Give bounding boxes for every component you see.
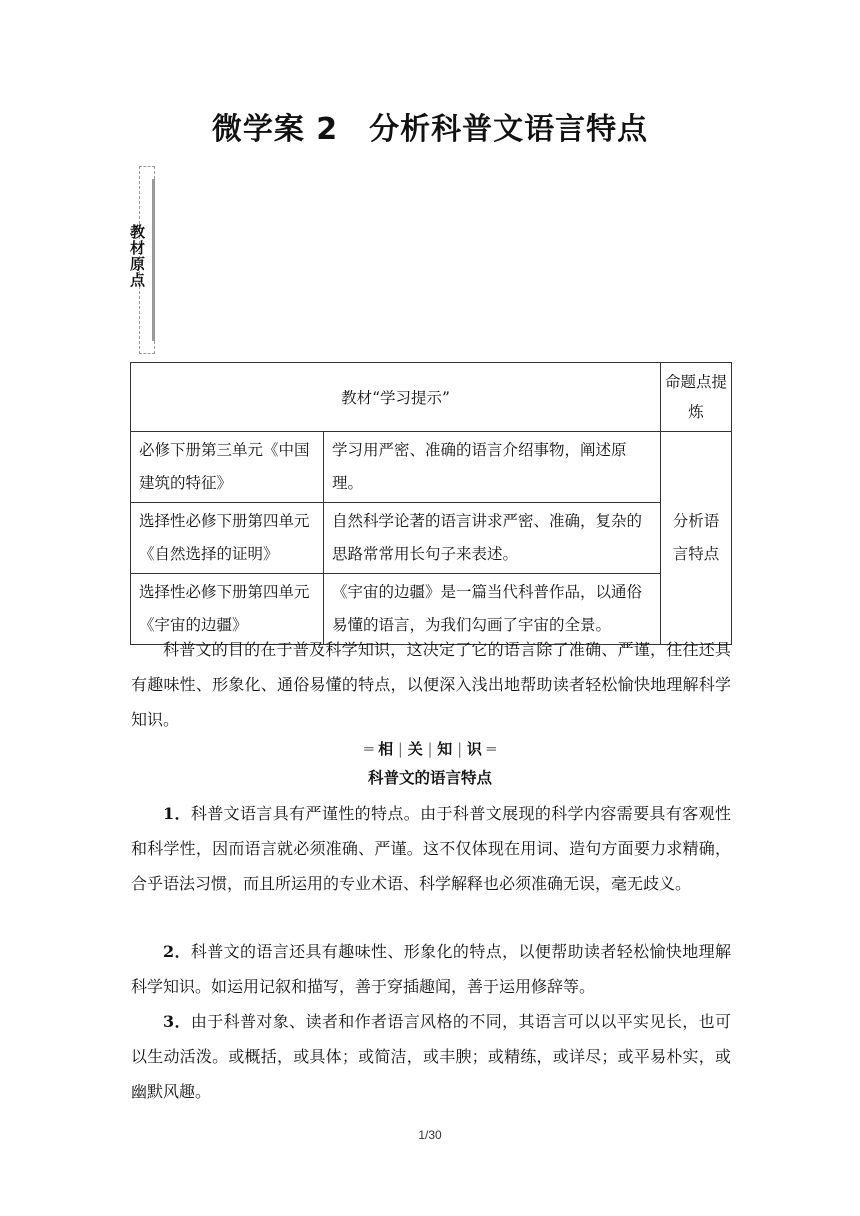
side-tab-bar bbox=[152, 179, 155, 341]
table-cell-point: 分析语言特点 bbox=[661, 432, 732, 645]
point-text: 科普文的语言还具有趣味性、形象化的特点，以便帮助读者轻松愉快地理解科学知识。如运用记叙和描写，善于穿插趣闻，善于运用修辞等。 bbox=[131, 942, 731, 996]
point-number: 2． bbox=[163, 942, 191, 961]
study-tips-table bbox=[130, 362, 732, 645]
point-paragraph bbox=[131, 934, 731, 1004]
table-row bbox=[131, 503, 732, 574]
page-number: 1/30 bbox=[418, 1128, 442, 1142]
table-header-tips: 教材“学习提示” bbox=[131, 363, 661, 432]
table-cell-source: 必修下册第三单元《中国建筑的特征》 bbox=[131, 432, 324, 503]
table-cell-tip: 自然科学论著的语言讲求严密、准确，复杂的思路常常用长句子来表述。 bbox=[324, 503, 661, 574]
intro-paragraph: 科普文的目的在于普及科学知识，这决定了它的语言除了准确、严谨，往往还具有趣味性、形象化、通俗易懂的特点，以便深入浅出地帮助读者轻松愉快地理解科学知识。 bbox=[131, 640, 731, 729]
related-char: 知 bbox=[437, 740, 453, 758]
table-cell-tip: 《宇宙的边疆》是一篇当代科普作品，以通俗易懂的语言，为我们勾画了宇宙的全景。 bbox=[324, 574, 661, 645]
point-number: 3． bbox=[163, 1012, 191, 1031]
table-row bbox=[131, 432, 732, 503]
table-cell-source: 选择性必修下册第四单元《自然选择的证明》 bbox=[131, 503, 324, 574]
point-number: 1． bbox=[163, 804, 191, 823]
table-header-points: 命题点提炼 bbox=[661, 363, 732, 432]
point-paragraph bbox=[131, 1004, 731, 1109]
point-text: 科普文语言具有严谨性的特点。由于科普文展现的科学内容需要具有客观性和科学性，因而语言就必须准确、严谨。这不仅体现在用词、造句方面要力求精确，合乎语法习惯，而且所运用的专业术语、科学解释也必须准确无误，毫无歧义。 bbox=[131, 804, 731, 893]
point-paragraph bbox=[131, 796, 731, 901]
side-tab-label: 教材原点 bbox=[128, 224, 146, 288]
related-char: 相 bbox=[378, 740, 394, 758]
section-heading: 科普文的语言特点 bbox=[367, 769, 492, 787]
related-char: 识 bbox=[466, 740, 482, 758]
related-char: 关 bbox=[407, 740, 423, 758]
related-knowledge-heading: ═ 相 | 关 | 知 | 识 ═ bbox=[364, 740, 496, 758]
table-cell-source: 选择性必修下册第四单元《宇宙的边疆》 bbox=[131, 574, 324, 645]
table-cell-tip: 学习用严密、准确的语言介绍事物，阐述原理。 bbox=[324, 432, 661, 503]
point-text: 由于科普对象、读者和作者语言风格的不同，其语言可以以平实见长，也可以生动活泼。或概括，或具体；或简洁，或丰腴；或精练，或详尽；或平易朴实，或幽默风趣。 bbox=[131, 1012, 731, 1101]
page-title: 微学案 2 分析科普文语言特点 bbox=[211, 112, 649, 147]
